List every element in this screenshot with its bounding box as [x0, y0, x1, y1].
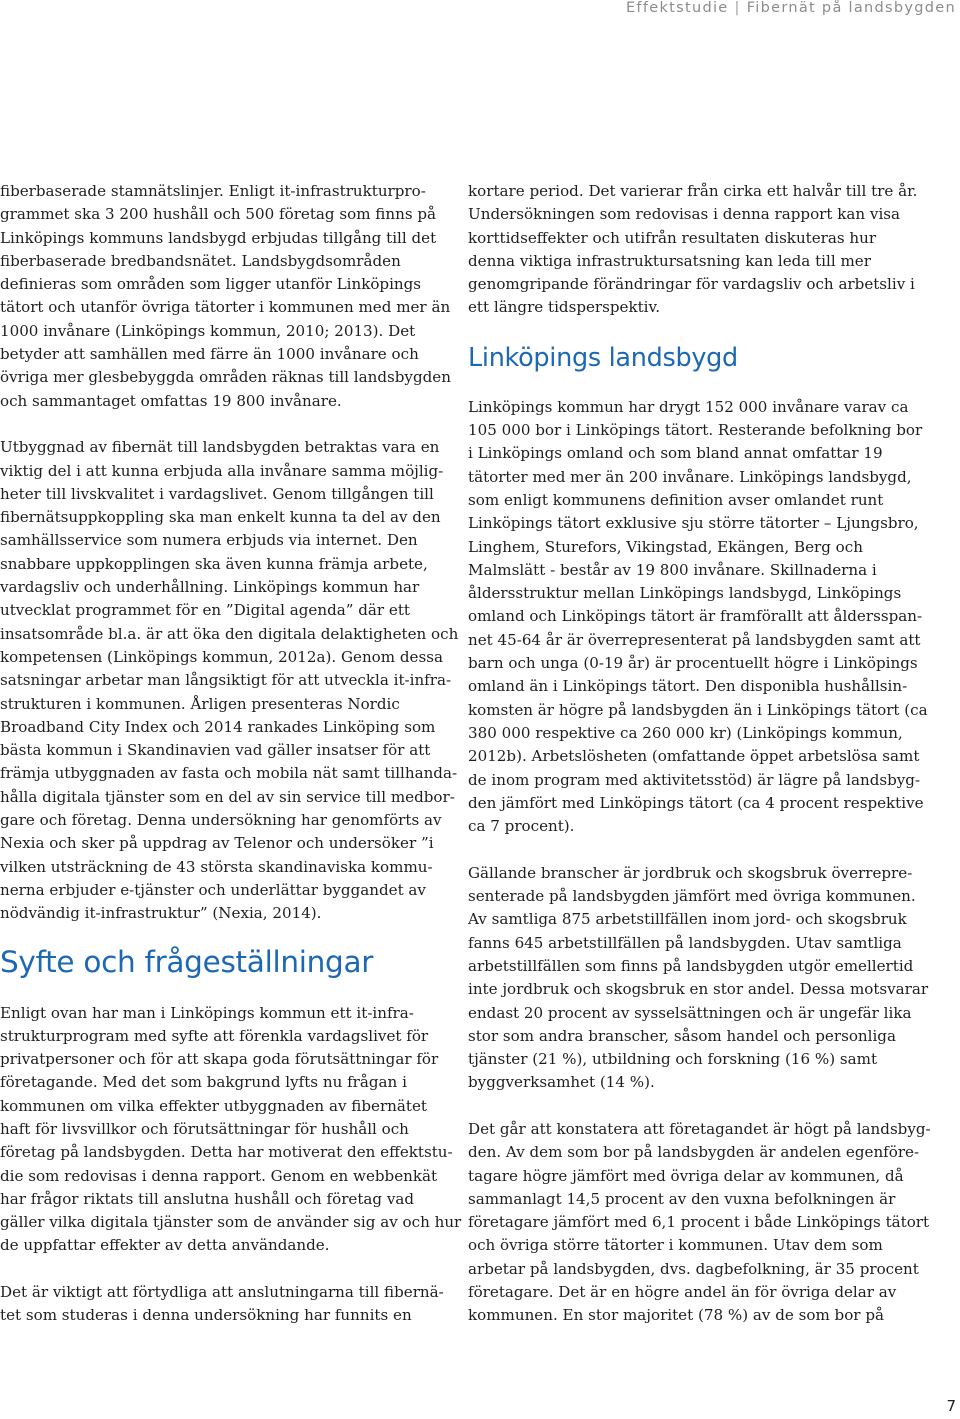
text-line: fibernätsuppkoppling ska man enkelt kunna ta del av den [0, 508, 441, 527]
text-line: barn och unga (0-19 år) är procentuellt högre i Linköpings [468, 654, 918, 673]
text-line: främja utbyggnaden av fasta och mobila nät samt tillhanda- [0, 764, 458, 783]
text-line: stor som andra branscher, såsom handel och personliga [468, 1026, 896, 1045]
left-paragraph-3 [0, 1002, 462, 1258]
text-line: tagare högre jämfört med övriga delar av kommunen, då [468, 1166, 904, 1185]
text-line: kompetensen (Linköpings kommun, 2012a). Genom dessa [0, 647, 443, 666]
section-heading-landsbygd: Linköpings landsbygd [468, 342, 738, 373]
text-line: 1000 invånare (Linköpings kommun, 2010; 2013). Det [0, 321, 416, 340]
text-line: Av samtliga 875 arbetstillfällen inom jord- och skogsbruk [468, 910, 907, 929]
text-line: insatsområde bl.a. är att öka den digitala delaktigheten och [0, 624, 459, 643]
text-line: Det går att konstatera att företagandet är högt på landsbyg- [468, 1119, 931, 1138]
text-line: fiberbaserade bredbandsnätet. Landsbygdsområden [0, 251, 401, 270]
left-column [0, 180, 462, 1328]
text-line: Linköpings kommuns landsbygd erbjudas tillgång till det [0, 228, 437, 247]
text-line: betyder att samhällen med färre än 1000 invånare och [0, 345, 419, 364]
text-line: Broadband City Index och 2014 rankades Linköping som [0, 717, 436, 736]
text-line: företagare jämfört med 6,1 procent i både Linköpings tätort [468, 1213, 930, 1232]
text-line: inte jordbruk och skogsbruk en stor andel. Dessa motsvarar [468, 980, 929, 999]
text-line: Linköpings tätort exklusive sju större tätorter – Ljungsbro, [468, 514, 919, 533]
text-line: företagande. Med det som bakgrund lyfts nu frågan i [0, 1073, 407, 1092]
running-header [626, 0, 956, 22]
text-line: tätort och utanför övriga tätorter i kommunen med mer än [0, 298, 451, 317]
right-column [468, 180, 938, 1328]
text-line: har frågor riktats till anslutna hushåll och företag vad [0, 1189, 415, 1208]
text-line: kommunen. En stor majoritet (78 %) av de som bor på [468, 1306, 884, 1325]
text-line: nödvändig it-infrastruktur” (Nexia, 2014). [0, 904, 322, 923]
text-line: heter till livskvalitet i vardagslivet. Genom tillgången till [0, 484, 434, 503]
text-line: senterade på landsbygden jämfört med övriga kommunen. [468, 887, 916, 906]
text-line: grammet ska 3 200 hushåll och 500 företag som finns på [0, 205, 437, 224]
text-line: samhällsservice som numera erbjuds via internet. Den [0, 531, 418, 550]
text-line: den. Av dem som bor på landsbygden är andelen egenföre- [468, 1143, 920, 1162]
text-line: ett längre tidsperspektiv. [468, 298, 661, 317]
text-line: företagare. Det är en högre andel än för övriga delar av [468, 1283, 897, 1302]
text-line: övriga mer glesbebyggda områden räknas till landsbygden [0, 368, 451, 387]
text-line: nerna erbjuder e-tjänster och underlättar byggandet av [0, 880, 426, 899]
text-line: Undersökningen som redovisas i denna rapport kan visa [468, 205, 901, 224]
text-line: bästa kommun i Skandinavien vad gäller insatser för att [0, 741, 431, 760]
text-line: Gällande branscher är jordbruk och skogsbruk överrepre- [468, 863, 913, 882]
left-paragraph-4 [0, 1281, 452, 1328]
text-line: tet som studeras i denna undersökning har funnits en [0, 1306, 412, 1325]
text-line: i Linköpings omland och som bland annat omfattar 19 [468, 444, 883, 463]
text-line: 105 000 bor i Linköpings tätort. Resterande befolkning bor [468, 421, 923, 440]
text-line: utvecklat programmet för en ”Digital agenda” där ett [0, 601, 410, 620]
left-paragraph-1 [0, 180, 452, 413]
text-line: denna viktiga infrastruktursatsning kan leda till mer [468, 251, 871, 270]
text-line: åldersstruktur mellan Linköpings landsbygd, Linköpings [468, 584, 902, 603]
text-line: arbetar på landsbygden, dvs. dagbefolkning, är 35 procent [468, 1259, 919, 1278]
header-title: Fibernät på landsbygden [746, 0, 956, 16]
text-line: Malmslätt - består av 19 800 invånare. Skillnaderna i [468, 560, 877, 579]
text-line: vilken utsträckning de 43 största skandinaviska kommu- [0, 857, 433, 876]
page-number: 7 [946, 1397, 956, 1415]
header-separator: | [734, 0, 741, 16]
text-line: byggverksamhet (14 %). [468, 1073, 655, 1092]
text-line: privatpersoner och för att skapa goda förutsättningar för [0, 1050, 439, 1069]
text-line: fiberbaserade stamnätslinjer. Enligt it-infrastrukturpro- [0, 182, 426, 200]
text-line: Enligt ovan har man i Linköpings kommun ett it-infra- [0, 1003, 414, 1022]
text-line: kortare period. Det varierar från cirka ett halvår till tre år. [468, 182, 918, 200]
text-line: haft för livsvillkor och förutsättningar för hushåll och [0, 1119, 409, 1138]
text-line: tjänster (21 %), utbildning och forskning (16 %) samt [468, 1050, 878, 1069]
left-paragraph-2 [0, 436, 459, 925]
text-line: fanns 645 arbetstillfällen på landsbygden. Utav samtliga [468, 933, 902, 952]
text-line: den jämfört med Linköpings tätort (ca 4 procent respektive [468, 793, 924, 812]
text-line: satsningar arbetar man långsiktigt för att utveckla it-infra- [0, 671, 452, 690]
text-line: sammanlagt 14,5 procent av den vuxna befolkningen är [468, 1189, 896, 1208]
text-line: och sammantaget omfattas 19 800 invånare. [0, 391, 342, 410]
text-line: Nexia och sker på uppdrag av Telenor och undersöker ”i [0, 834, 434, 853]
text-line: de uppfattar effekter av detta användande. [0, 1236, 330, 1255]
text-line: net 45-64 år är överrepresenterat på landsbygden samt att [468, 630, 921, 649]
text-line: strukturen i kommunen. Årligen presenteras Nordic [0, 694, 400, 713]
text-line: hålla digitala tjänster som en del av sin service till medbor- [0, 787, 455, 806]
right-paragraph-2 [468, 396, 938, 839]
section-heading-syfte: Syfte och frågeställningar [0, 944, 374, 979]
text-line: viktig del i att kunna erbjuda alla invånare samma möjlig- [0, 461, 444, 480]
text-line: 380 000 respektive ca 260 000 kr) (Linköpings kommun, [468, 723, 903, 742]
header-section: Effektstudie [625, 0, 729, 16]
text-line: endast 20 procent av sysselsättningen och är ungefär lika [468, 1003, 912, 1022]
text-line: Linköpings kommun har drygt 152 000 invånare varav ca [468, 397, 909, 416]
right-paragraph-1 [468, 180, 938, 320]
text-line: die som redovisas i denna rapport. Genom en webbenkät [0, 1166, 438, 1185]
right-paragraph-4 [468, 1118, 938, 1328]
text-line: arbetstillfällen som finns på landsbygden utgör emellertid [468, 956, 914, 975]
text-line: och övriga större tätorter i kommunen. Utav dem som [468, 1236, 883, 1255]
text-line: snabbare uppkopplingen ska även kunna främja arbete, [0, 554, 428, 573]
text-line: kommunen om vilka effekter utbyggnaden av fibernätet [0, 1096, 427, 1115]
text-line: 2012b). Arbetslösheten (omfattande öppet arbetslösa samt [468, 747, 920, 766]
text-line: omland än i Linköpings tätort. Den disponibla hushållsin- [468, 677, 908, 696]
text-line: komsten är högre på landsbygden än i Linköpings tätort (ca [468, 700, 928, 719]
text-line: ca 7 procent). [468, 817, 575, 836]
text-line: genomgripande förändringar för vardagsliv och arbetsliv i [468, 275, 915, 294]
text-line: tätorter med mer än 200 invånare. Linköpings landsbygd, [468, 467, 912, 486]
text-line: de inom program med aktivitetsstöd) är lägre på landsbyg- [468, 770, 921, 789]
text-line: definieras som områden som ligger utanför Linköpings [0, 275, 422, 294]
right-paragraph-3 [468, 862, 938, 1095]
text-line: Utbyggnad av fibernät till landsbygden betraktas vara en [0, 438, 440, 457]
text-line: Det är viktigt att förtydliga att anslutningarna till fibernä- [0, 1283, 444, 1302]
text-line: företag på landsbygden. Detta har motiverat den effektstu- [0, 1143, 453, 1162]
text-line: strukturprogram med syfte att förenkla vardagslivet för [0, 1026, 429, 1045]
text-line: korttidseffekter och utifrån resultaten diskuteras hur [468, 228, 877, 247]
text-line: omland och Linköpings tätort är framförallt att åldersspan- [468, 607, 923, 626]
text-line: gare och företag. Denna undersökning har genomförts av [0, 811, 442, 830]
text-line: Linghem, Sturefors, Vikingstad, Ekängen, Berg och [468, 537, 863, 556]
text-line: vardagsliv och underhållning. Linköpings kommun har [0, 578, 420, 597]
text-line: gäller vilka digitala tjänster som de använder sig av och hur [0, 1213, 462, 1232]
text-line: som enligt kommunens definition avser omlandet runt [468, 490, 884, 509]
